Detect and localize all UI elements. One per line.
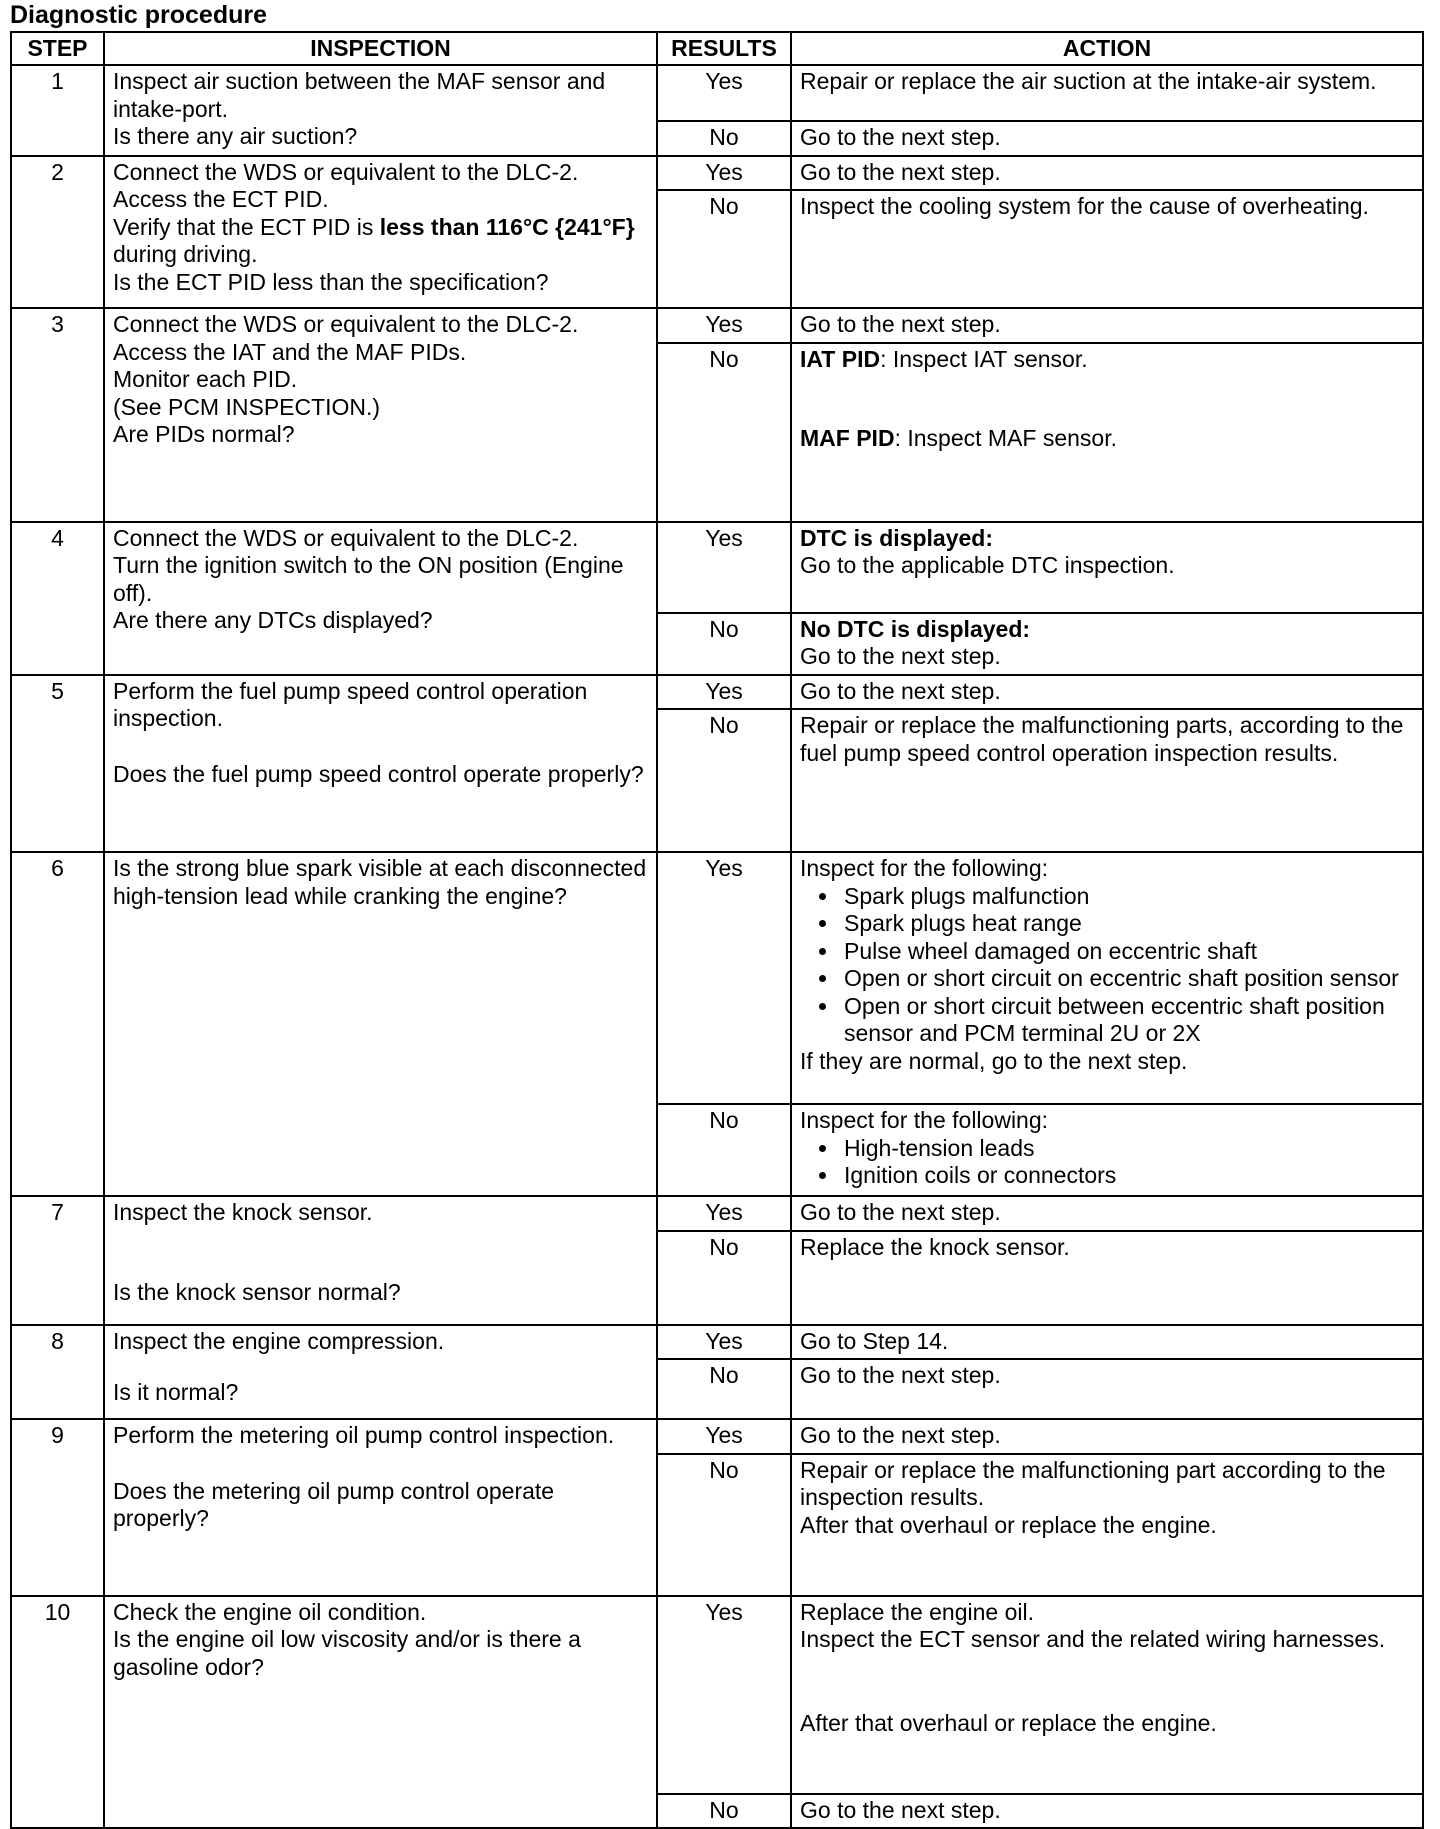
- inspection-cell: [104, 1325, 657, 1420]
- table-row: [11, 522, 1423, 613]
- step-number: 2: [11, 156, 104, 309]
- inspection-line: Inspect air suction between the MAF sensor and intake-port.: [113, 68, 606, 122]
- header-inspection: INSPECTION: [104, 32, 657, 65]
- action-line: After that overhaul or replace the engine.: [800, 1511, 1217, 1538]
- action-line: Go to the next step.: [800, 1796, 1001, 1823]
- step-number: 9: [11, 1419, 104, 1596]
- result-yes: Yes: [657, 1419, 791, 1454]
- action-line: Go to Step 14.: [800, 1327, 949, 1354]
- inspection-cell: [104, 522, 657, 675]
- result-no: No: [657, 709, 791, 852]
- inspection-line: Connect the WDS or equivalent to the DLC-2.: [113, 158, 579, 185]
- result-yes: Yes: [657, 65, 791, 121]
- action-cell: [791, 522, 1423, 613]
- header-results: RESULTS: [657, 32, 791, 65]
- table-row: [11, 1325, 1423, 1360]
- inspection-cell: [104, 1419, 657, 1596]
- page-title: Diagnostic procedure: [10, 1, 267, 29]
- spec-value: less than 116°C {241°F}: [379, 213, 635, 240]
- result-yes: Yes: [657, 1196, 791, 1231]
- result-yes: Yes: [657, 522, 791, 613]
- action-line: Repair or replace the malfunctioning parts, according to the fuel pump speed control operation inspection results.: [800, 712, 1404, 766]
- spacer: [113, 1355, 648, 1379]
- inspection-line: Inspect the knock sensor.: [113, 1199, 373, 1225]
- result-yes: Yes: [657, 852, 791, 1104]
- step-number: 4: [11, 522, 104, 675]
- table-row: [11, 1419, 1423, 1454]
- action-line: Go to the next step.: [800, 677, 1001, 704]
- result-no: No: [657, 1104, 791, 1196]
- action-line: Go to the next step.: [800, 311, 1001, 337]
- action-cell: [791, 852, 1423, 1104]
- action-line: Go to the next step.: [800, 158, 1001, 185]
- inspection-line: Is there any air suction?: [113, 123, 358, 149]
- result-no: No: [657, 1359, 791, 1419]
- list-item: • High-tension leads: [840, 1135, 1414, 1163]
- action-line: Inspect for the following:: [800, 1107, 1049, 1133]
- inspection-cell: [104, 1596, 657, 1829]
- action-cell: [791, 1596, 1423, 1794]
- action-line: Go to the next step.: [800, 1422, 1001, 1448]
- result-yes: Yes: [657, 1596, 791, 1794]
- result-no: No: [657, 190, 791, 308]
- step-number: 7: [11, 1196, 104, 1325]
- action-cell: [791, 1454, 1423, 1596]
- action-cell: [791, 121, 1423, 156]
- result-yes: Yes: [657, 156, 791, 191]
- inspection-line: Are there any DTCs displayed?: [113, 607, 433, 633]
- step-number: 1: [11, 65, 104, 156]
- step-number: 5: [11, 675, 104, 853]
- result-yes: Yes: [657, 308, 791, 343]
- action-line: Go to the next step.: [800, 1199, 1001, 1225]
- table-row: [11, 65, 1423, 121]
- action-cell: [791, 675, 1423, 710]
- verify-text: during driving.: [113, 241, 258, 267]
- spacer: [113, 733, 648, 761]
- verify-text: Verify that the ECT PID is: [113, 213, 380, 240]
- result-no: No: [657, 1454, 791, 1596]
- inspection-line: Perform the metering oil pump control inspection.: [113, 1422, 615, 1448]
- pid-label: IAT PID: [800, 345, 881, 372]
- action-label: DTC is displayed:: [800, 524, 993, 551]
- table-row: [11, 675, 1423, 710]
- action-line: Go to the next step.: [800, 1362, 1001, 1388]
- table-row: [11, 852, 1423, 1104]
- inspection-question: Is the knock sensor normal?: [113, 1278, 401, 1305]
- result-yes: Yes: [657, 675, 791, 710]
- inspection-question: Is the engine oil low viscosity and/or is there a gasoline odor?: [113, 1626, 581, 1680]
- action-cell: [791, 343, 1423, 522]
- inspection-question: Is it normal?: [113, 1379, 239, 1405]
- inspection-line: Connect the WDS or equivalent to the DLC-2.: [113, 524, 579, 551]
- spacer: [800, 373, 1414, 425]
- step-number: 8: [11, 1325, 104, 1420]
- action-cell: [791, 1325, 1423, 1360]
- pid-label: MAF PID: [800, 425, 895, 451]
- action-cell: [791, 65, 1423, 121]
- inspection-line: Monitor each PID.: [113, 366, 298, 392]
- action-cell: [791, 1419, 1423, 1454]
- spacer: [113, 1227, 648, 1279]
- action-line: After that overhaul or replace the engine.: [800, 1709, 1217, 1736]
- action-cell: [791, 190, 1423, 308]
- action-text: : Inspect MAF sensor.: [894, 425, 1117, 451]
- table-row: [11, 308, 1423, 343]
- checklist: [800, 1135, 1414, 1190]
- result-no: No: [657, 343, 791, 522]
- spacer: [800, 1654, 1414, 1710]
- inspection-line: Connect the WDS or equivalent to the DLC-2.: [113, 311, 579, 337]
- action-line: Inspect the ECT sensor and the related wiring harnesses.: [800, 1626, 1386, 1652]
- list-item: • Spark plugs heat range: [840, 910, 1414, 938]
- result-no: No: [657, 1231, 791, 1325]
- action-cell: [791, 1359, 1423, 1419]
- inspection-cell: [104, 1196, 657, 1325]
- result-no: No: [657, 1794, 791, 1829]
- inspection-line: [113, 214, 648, 269]
- action-text: : Inspect IAT sensor.: [880, 345, 1088, 372]
- action-line: Replace the engine oil.: [800, 1598, 1034, 1625]
- action-line: [800, 425, 1414, 453]
- result-no: No: [657, 121, 791, 156]
- header-action: ACTION: [791, 32, 1423, 65]
- action-line: [800, 346, 1414, 374]
- table-row: [11, 1196, 1423, 1231]
- header-step: STEP: [11, 32, 104, 65]
- action-cell: [791, 156, 1423, 191]
- action-line: Repair or replace the malfunctioning part according to the inspection results.: [800, 1456, 1386, 1510]
- result-yes: Yes: [657, 1325, 791, 1360]
- action-line: Go to the next step.: [800, 124, 1001, 150]
- inspection-question: Does the fuel pump speed control operate properly?: [113, 760, 644, 787]
- spacer: [113, 1450, 648, 1478]
- inspection-line: Turn the ignition switch to the ON position (Engine off).: [113, 552, 624, 606]
- table-row: [11, 156, 1423, 191]
- action-line: Replace the knock sensor.: [800, 1233, 1070, 1260]
- inspection-line: Is the strong blue spark visible at each disconnected high-tension lead while cranking the engine?: [113, 855, 647, 909]
- action-cell: [791, 1231, 1423, 1325]
- action-line: If they are normal, go to the next step.: [800, 1047, 1188, 1074]
- inspection-cell: [104, 65, 657, 156]
- result-no: No: [657, 613, 791, 675]
- action-cell: [791, 1104, 1423, 1196]
- action-line: Inspect for the following:: [800, 855, 1049, 881]
- list-item: • Ignition coils or connectors: [840, 1162, 1414, 1190]
- action-line: Inspect the cooling system for the cause of overheating.: [800, 193, 1369, 219]
- inspection-line: Access the ECT PID.: [113, 186, 329, 212]
- step-number: 10: [11, 1596, 104, 1829]
- action-cell: [791, 613, 1423, 675]
- inspection-cell: [104, 675, 657, 853]
- checklist: [800, 883, 1414, 1048]
- inspection-line: Are PIDs normal?: [113, 421, 295, 447]
- list-item: • Open or short circuit on eccentric shaft position sensor: [840, 965, 1414, 993]
- inspection-cell: [104, 308, 657, 522]
- inspection-line: Perform the fuel pump speed control operation inspection.: [113, 677, 588, 731]
- action-cell: [791, 308, 1423, 343]
- inspection-question: Is the ECT PID less than the specification?: [113, 268, 549, 295]
- inspection-cell: [104, 852, 657, 1196]
- table-header-row: [11, 32, 1423, 65]
- inspection-line: Inspect the engine compression.: [113, 1327, 445, 1354]
- inspection-question: Does the metering oil pump control operate properly?: [113, 1477, 555, 1531]
- action-line: Repair or replace the air suction at the intake-air system.: [800, 68, 1377, 94]
- action-cell: [791, 709, 1423, 852]
- action-label: No DTC is displayed:: [800, 615, 1031, 642]
- action-line: Go to the next step.: [800, 643, 1001, 669]
- diagnostic-table: [10, 31, 1424, 1829]
- list-item: • Spark plugs malfunction: [840, 883, 1414, 911]
- list-item: • Pulse wheel damaged on eccentric shaft: [840, 938, 1414, 966]
- action-line: Go to the applicable DTC inspection.: [800, 552, 1175, 578]
- step-number: 6: [11, 852, 104, 1196]
- action-cell: [791, 1794, 1423, 1829]
- inspection-line: Access the IAT and the MAF PIDs.: [113, 338, 467, 365]
- table-row: [11, 1596, 1423, 1794]
- inspection-line: (See PCM INSPECTION.): [113, 393, 381, 420]
- action-cell: [791, 1196, 1423, 1231]
- inspection-line: Check the engine oil condition.: [113, 1598, 427, 1625]
- inspection-cell: [104, 156, 657, 309]
- list-item: • Open or short circuit between eccentric shaft position sensor and PCM terminal 2U or 2X: [840, 993, 1414, 1048]
- step-number: 3: [11, 308, 104, 522]
